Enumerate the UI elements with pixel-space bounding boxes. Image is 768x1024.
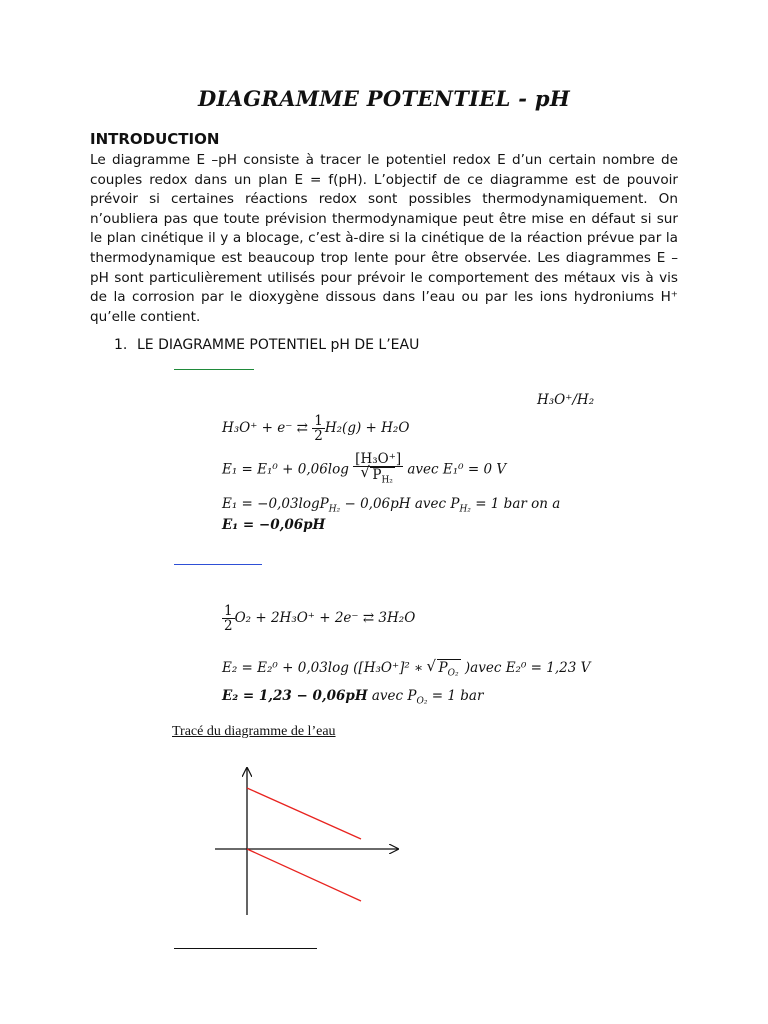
- e1b-sub2: H₂: [459, 504, 471, 515]
- frac-den: 2: [314, 428, 323, 444]
- e2-sqrt-p: P: [438, 660, 448, 676]
- section-number: 1.: [114, 337, 128, 353]
- underline-blue: [174, 564, 262, 565]
- water-diagram: [200, 760, 410, 920]
- e1b-sub: H₂: [328, 504, 341, 515]
- e2-sqrt-sub: O₂: [447, 668, 459, 679]
- section-1-heading: [114, 337, 419, 353]
- e2-sqrt: [437, 659, 461, 679]
- e1-tail: avec E₁⁰ = 0 V: [403, 461, 507, 478]
- equation-e1-result: E₁ = −0,06pH: [222, 517, 326, 533]
- equation-e1: [222, 452, 506, 488]
- equation-e2: [222, 659, 590, 679]
- e1-num: [H₃O⁺]: [355, 451, 402, 467]
- e2-lhs: E₂ = E₂⁰ + 0,03log ([H₃O⁺]² ∗: [222, 660, 428, 676]
- intro-paragraph: Le diagramme E –pH consiste à tracer le potentiel redox E d’un certain nombre de couples redox dans un plan E = f(pH). L’objectif de ce diagramme est de pouvoir prévoir si certaines réactions redox sont possibles thermodynamiquement. On n’oubliera pas que toute prévision thermodynamique peut être mise en défaut si sur le plan cinétique il y a blocage, c’est à-dire si la cinétique de la réaction prévue par la thermodynamique est beaucoup trop lente pour être observée. Les diagrammes E – pH sont particulièrement utilisés pour prévoir le comportement des métaux vis à vis de la corrosion par le dioxygène dissous dans l’eau ou par les ions hydroniums H⁺ qu’elle contient.: [90, 152, 678, 325]
- reaction-2-rhs: O₂ + 2H₃O⁺ + 2e⁻ ⇄ 3H₂O: [234, 610, 416, 626]
- e2b-tail: avec P: [367, 688, 417, 704]
- e1b-tail: − 0,06pH avec P: [340, 496, 460, 512]
- section-title: LE DIAGRAMME POTENTIEL pH DE L’EAU: [137, 337, 420, 353]
- underline-green: [174, 369, 254, 370]
- reaction-2: [222, 604, 415, 633]
- e1-lhs: E₁ = E₁⁰ + 0,06log: [222, 461, 354, 478]
- e2b-bold: E₂ = 1,23 − 0,06pH: [222, 688, 368, 704]
- line-h3o-h2: [247, 849, 361, 901]
- e1-den: [353, 467, 403, 488]
- e2b-sub: O₂: [416, 696, 428, 707]
- page-title: DIAGRAMME POTENTIEL - pH: [197, 86, 570, 111]
- fraction-half: [312, 414, 325, 443]
- sqrt-symbol: [370, 467, 395, 488]
- line-o2-h2o: [247, 788, 361, 839]
- frac-num: 1: [314, 413, 323, 429]
- e2-tail: )avec E₂⁰ = 1,23 V: [460, 660, 591, 676]
- intro-heading: INTRODUCTION: [90, 130, 220, 148]
- e1b-tail2: = 1 bar on a: [470, 496, 561, 512]
- equation-e2-result: [222, 688, 483, 707]
- reaction-1: [222, 414, 409, 443]
- e2b-tail2: = 1 bar: [427, 688, 484, 704]
- couple-h3o-h2: H₃O⁺/H₂: [537, 392, 595, 408]
- frac2-num: 1: [224, 603, 233, 619]
- e1-den-sub: H₂: [381, 475, 393, 486]
- reaction-1-rhs: H₂(g) + H₂O: [324, 420, 410, 436]
- diagram-caption: Tracé du diagramme de l’eau: [172, 724, 336, 739]
- bottom-rule: [174, 948, 317, 949]
- e1b-text: E₁ = −0,03logP: [222, 496, 329, 512]
- equation-e1b: [222, 496, 560, 515]
- reaction-1-lhs: H₃O⁺ + e⁻ ⇄: [222, 420, 313, 436]
- frac2-den: 2: [224, 618, 233, 634]
- fraction-half-2: [222, 604, 235, 633]
- e1-fraction: [353, 452, 403, 488]
- e1-den-p: P: [372, 467, 382, 483]
